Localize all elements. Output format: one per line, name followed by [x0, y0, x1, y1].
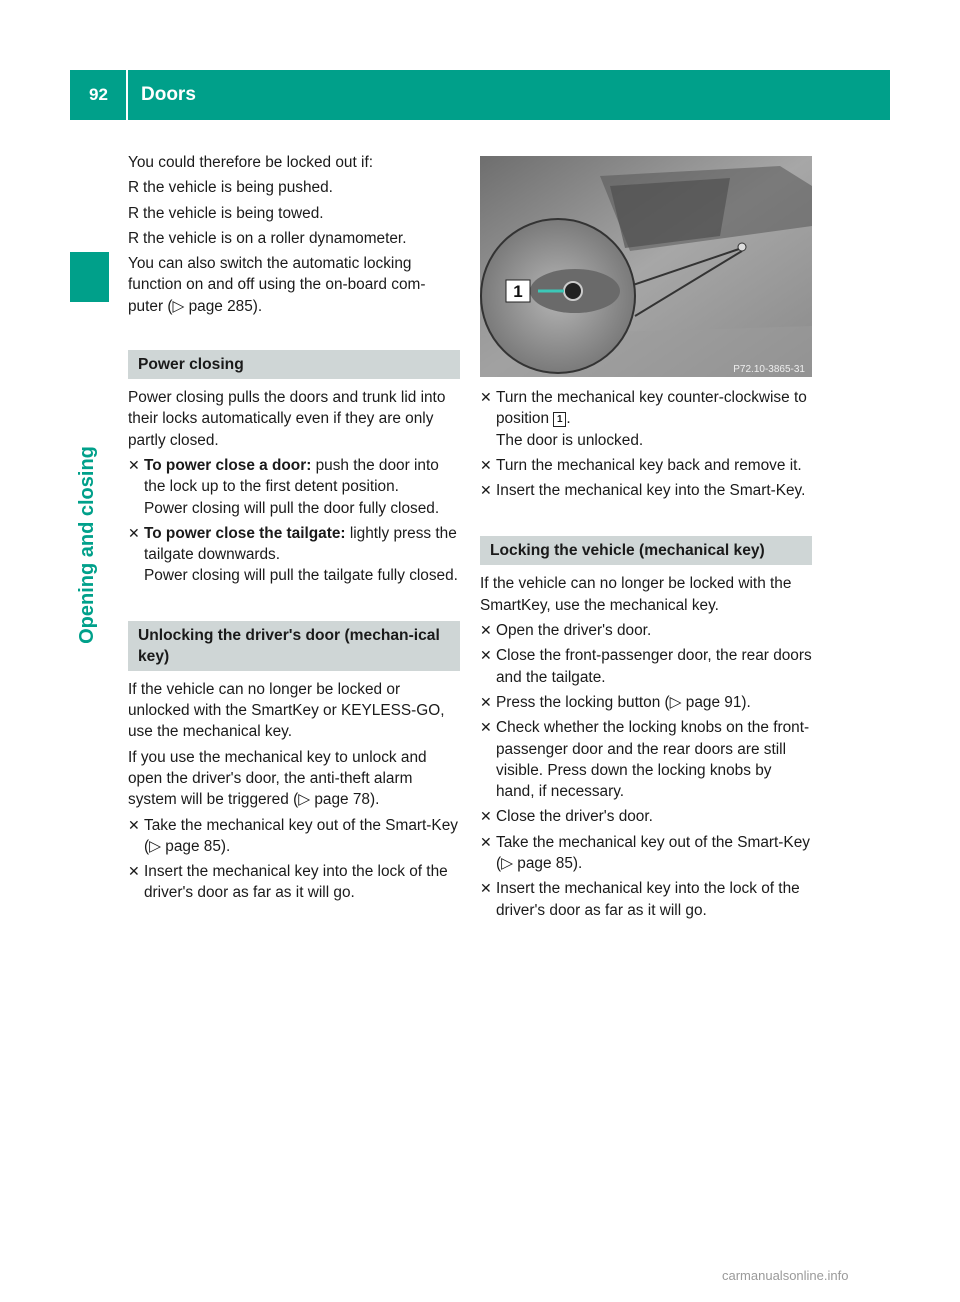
watermark: carmanualsonline.info — [722, 1268, 849, 1283]
side-tab-label: Opening and closing — [76, 446, 98, 644]
action-icon: ✕ — [480, 647, 492, 664]
unlocking-desc-1: If the vehicle can no longer be locked or unlocked with the SmartKey or KEYLESS-GO, use the mechanical key. — [128, 680, 445, 741]
page-reference-link[interactable]: page 285). — [188, 297, 263, 315]
position-marker: 1 — [553, 412, 566, 427]
figure-callout: 1 — [513, 282, 523, 301]
action-icon: ✕ — [480, 389, 492, 405]
power-closing-desc: Power closing pulls the doors and trunk lid into their locks automatically even if they are only partly closed. — [128, 389, 446, 449]
action-step: ✕ Take the mechanical key out of the Smart-Key (▷ page 85). — [128, 816, 458, 855]
side-tab-block — [70, 252, 109, 302]
bullet-icon: R — [128, 229, 140, 247]
page-ref-icon: ▷ — [149, 837, 161, 855]
page-number: 92 — [89, 85, 108, 104]
action-step: ✕ Turn the mechanical key counter-clockwise to position 1 . The door is unlocked. — [480, 389, 807, 449]
action-step: ✕ Turn the mechanical key back and remove it. — [480, 455, 812, 476]
action-icon: ✕ — [480, 880, 492, 897]
action-icon: ✕ — [128, 456, 140, 473]
page-reference-link[interactable]: page 91). — [685, 693, 751, 711]
section-heading-power-closing: Power closing — [128, 350, 460, 379]
action-step: ✕ Check whether the locking knobs on the front-passenger door and the rear doors are still visible. Press down the locking knobs by hand, if necessary. — [480, 719, 810, 801]
locking-desc: If the vehicle can no longer be locked with the SmartKey, use the mechanical key. — [480, 575, 792, 614]
action-icon: ✕ — [128, 524, 140, 541]
action-icon: ✕ — [480, 808, 492, 825]
action-icon: ✕ — [480, 482, 492, 499]
bullet-icon: R — [128, 179, 140, 197]
action-step: ✕ Insert the mechanical key into the Smart-Key. — [480, 480, 812, 501]
page-reference-link[interactable]: page 78). — [314, 791, 380, 809]
unlocking-desc-2: If you use the mechanical key to unlock and open the driver's door, the anti-theft alarm system will be triggered (▷ page 78). — [128, 748, 427, 809]
page-ref-icon: ▷ — [501, 855, 513, 873]
header-divider — [126, 70, 128, 120]
list-item: R the vehicle is on a roller dynamometer. — [128, 228, 460, 249]
action-step: ✕ Take the mechanical key out of the Smart-Key (▷ page 85). — [480, 833, 810, 873]
action-icon: ✕ — [480, 719, 492, 736]
section-heading-locking: Locking the vehicle (mechanical key) — [480, 536, 812, 565]
page-ref-icon: ▷ — [298, 791, 311, 809]
action-icon: ✕ — [480, 833, 492, 850]
section-heading-unlocking: Unlocking the driver's door (mechan-ical key) — [128, 621, 460, 671]
action-step: ✕ Press the locking button (▷ page 91). — [480, 692, 812, 713]
left-column — [128, 152, 460, 908]
right-column — [480, 152, 812, 925]
action-step: ✕ Insert the mechanical key into the lock of the driver's door as far as it will go. — [480, 880, 800, 919]
action-icon: ✕ — [480, 622, 492, 639]
action-step: ✕ Insert the mechanical key into the lock of the driver's door as far as it will go. — [128, 863, 448, 902]
side-tab — [76, 310, 106, 780]
list-item: R the vehicle is being towed. — [128, 203, 460, 224]
intro-text: You could therefore be locked out if: — [128, 154, 373, 171]
action-step: ✕ Close the front-passenger door, the rear doors and the tailgate. — [480, 647, 812, 686]
bullet-icon: R — [128, 204, 140, 222]
door-lock-illustration — [480, 156, 812, 377]
page-reference-link[interactable]: page 85). — [517, 855, 583, 873]
action-step: ✕ Close the driver's door. — [480, 806, 812, 827]
switch-paragraph: You can also switch the automatic locking function on and off using the on-board com-puter (▷ page 285). — [128, 255, 426, 315]
page-ref-icon: ▷ — [172, 297, 185, 315]
action-icon: ✕ — [128, 863, 140, 880]
action-icon: ✕ — [480, 456, 492, 473]
action-step: ✕ To power close a door: push the door into the lock up to the first detent position. Power closing will pull the door fully closed. — [128, 456, 440, 517]
action-step: ✕ To power close the tailgate: lightly press the tailgate downwards. Power closing will pull the tailgate fully closed. — [128, 524, 458, 585]
car-door-image — [480, 156, 812, 377]
page-title: Doors — [141, 84, 196, 105]
action-step: ✕ Open the driver's door. — [480, 620, 812, 641]
list-item: R the vehicle is being pushed. — [128, 177, 460, 198]
page-reference-link[interactable]: page 85). — [165, 837, 231, 855]
figure-code: P72.10-3865-31 — [733, 364, 805, 375]
action-icon: ✕ — [128, 816, 140, 833]
action-icon: ✕ — [480, 693, 492, 710]
page-ref-icon: ▷ — [669, 693, 682, 711]
